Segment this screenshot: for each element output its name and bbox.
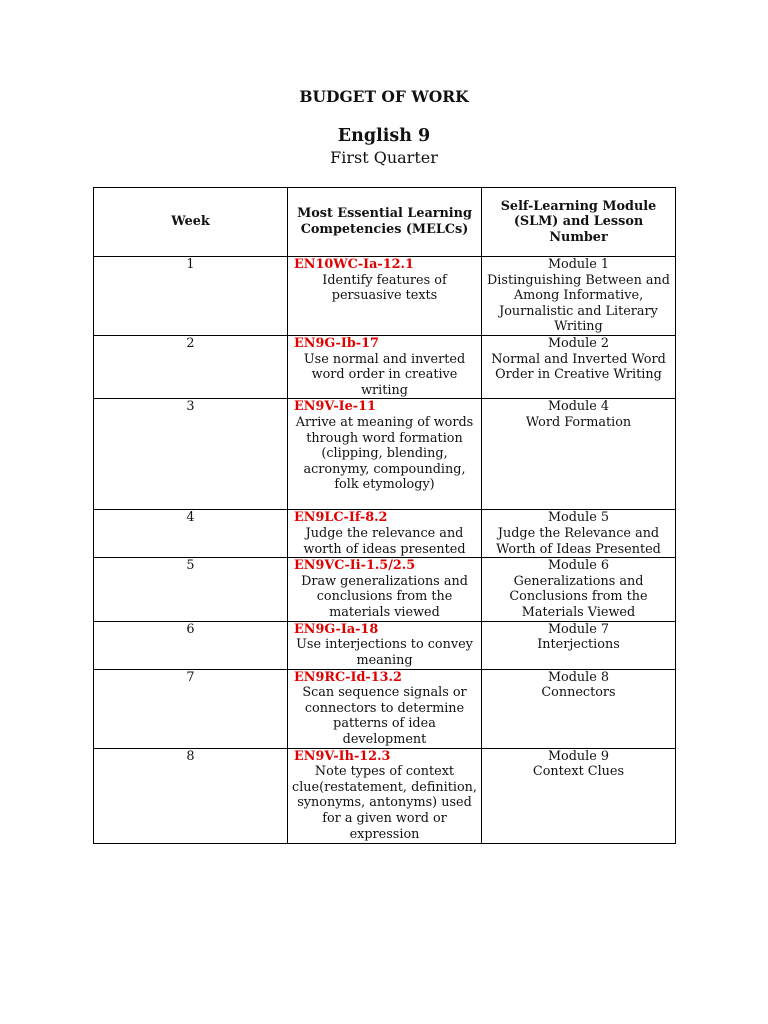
competency-text: Draw generalizations and conclusions from the materials viewed [301, 573, 468, 620]
module-number: Module 8 [547, 669, 610, 685]
week-cell: 4 [94, 510, 288, 558]
lesson-title: Word Formation [525, 414, 632, 430]
lesson-title: Distinguishing Between and Among Informative, Journalistic and Literary Writing [487, 272, 670, 335]
competency-text: Scan sequence signals or connectors to determine patterns of idea development [302, 685, 467, 747]
module-cell [482, 257, 676, 336]
table-header-row [94, 188, 676, 257]
subject-title: English 9 [337, 126, 431, 146]
week-cell: 6 [94, 621, 288, 669]
competency-cell [288, 510, 482, 558]
competency-text: Judge the relevance and worth of ideas presented [303, 525, 466, 557]
lesson-title: Context Clues [532, 764, 625, 780]
table-row [94, 558, 676, 621]
competency-text: Arrive at meaning of words through word formation (clipping, blending, acronymy, compounding, folk etymology) [295, 414, 474, 493]
week-cell: 8 [94, 748, 288, 843]
competency-cell [288, 669, 482, 748]
competency-cell [288, 621, 482, 669]
module-cell [482, 748, 676, 843]
module-number: Module 6 [547, 558, 610, 574]
competency-code: EN9V-Ih-12.3 [294, 748, 391, 764]
header-slm: Self-Learning Module (SLM) and Lesson Number [482, 188, 676, 257]
competency-text: Note types of context clue(restatement, definition, synonyms, antonyms) used for a given word or expression [292, 764, 477, 842]
lesson-title: Normal and Inverted Word Order in Creative Writing [491, 351, 666, 383]
module-cell [482, 669, 676, 748]
competency-text: Use interjections to convey meaning [296, 637, 473, 668]
table-row [94, 669, 676, 748]
module-cell [482, 621, 676, 669]
module-number: Module 7 [547, 621, 610, 637]
table-row [94, 336, 676, 399]
module-number: Module 4 [547, 399, 610, 415]
document-title: BUDGET OF WORK [299, 87, 469, 106]
table-row [94, 510, 676, 558]
competency-cell [288, 336, 482, 399]
competency-text: Use normal and inverted word order in creative writing [303, 351, 466, 398]
week-cell: 3 [94, 399, 288, 510]
table-row [94, 399, 676, 510]
table-row [94, 257, 676, 336]
module-number: Module 9 [547, 748, 610, 764]
header-week: Week [94, 188, 288, 257]
lesson-title: Interjections [537, 637, 620, 653]
module-number: Module 1 [547, 257, 610, 272]
module-number: Module 2 [547, 336, 610, 351]
week-cell: 5 [94, 558, 288, 621]
competency-code: EN9LC-If-8.2 [294, 510, 388, 526]
module-number: Module 5 [547, 510, 610, 526]
competency-code: EN9RC-Id-13.2 [294, 669, 402, 685]
competency-text: Identify features of persuasive texts [322, 272, 447, 304]
header-melc: Most Essential Learning Competencies (MELCs) [288, 188, 482, 257]
week-cell: 7 [94, 669, 288, 748]
lesson-title: Judge the Relevance and Worth of Ideas Presented [496, 525, 661, 557]
module-cell [482, 510, 676, 558]
competency-code: EN9G-Ib-17 [294, 336, 379, 351]
table-row [94, 621, 676, 669]
competency-code: EN9VC-Ii-1.5/2.5 [294, 558, 416, 574]
competency-code: EN9V-Ie-11 [294, 399, 376, 415]
quarter-subtitle: First Quarter [330, 148, 438, 167]
week-cell: 1 [94, 257, 288, 336]
module-cell [482, 399, 676, 510]
competency-code: EN10WC-Ia-12.1 [294, 257, 414, 272]
competency-cell [288, 257, 482, 336]
module-cell [482, 558, 676, 621]
table-row [94, 748, 676, 843]
lesson-title: Connectors [541, 685, 616, 701]
week-cell: 2 [94, 336, 288, 399]
competency-cell [288, 558, 482, 621]
lesson-title: Generalizations and Conclusions from the Materials Viewed [509, 573, 648, 620]
competency-code: EN9G-Ia-18 [294, 621, 379, 637]
competency-cell [288, 748, 482, 843]
module-cell [482, 336, 676, 399]
budget-of-work-table [93, 187, 676, 844]
competency-cell [288, 399, 482, 510]
